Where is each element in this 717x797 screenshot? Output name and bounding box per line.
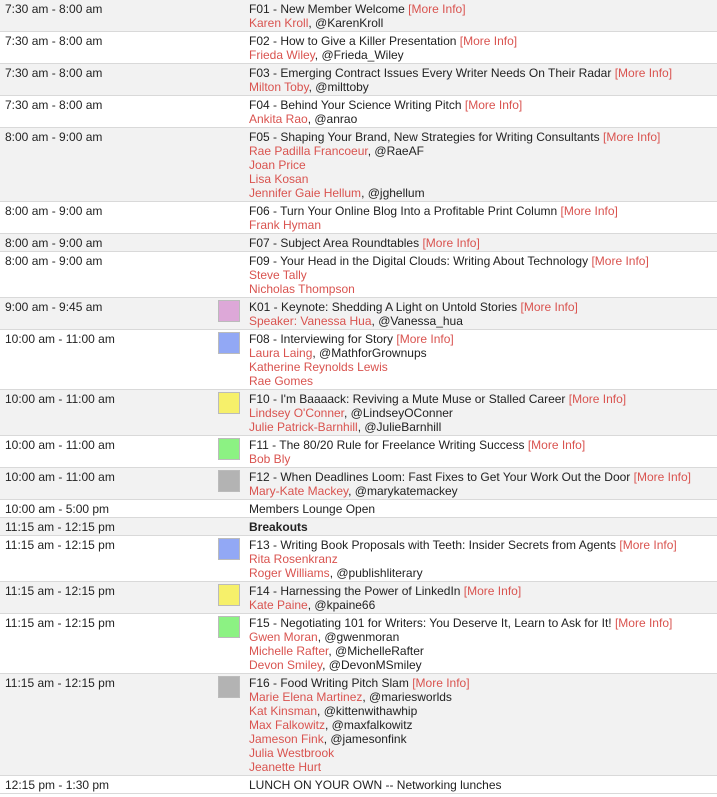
session-title-line <box>249 676 717 690</box>
session-details <box>246 234 717 251</box>
speaker-handle: , @milttoby <box>308 80 369 94</box>
speaker-name-link[interactable]: Lisa Kosan <box>249 172 309 186</box>
speaker-name-link[interactable]: Speaker: Vanessa Hua <box>249 314 372 328</box>
table-row <box>0 234 717 252</box>
speaker-line <box>249 760 717 774</box>
session-title-line <box>249 254 717 268</box>
table-row <box>0 128 717 202</box>
speaker-handle: , @RaeAF <box>367 144 424 158</box>
speaker-handle: , @Vanessa_hua <box>371 314 463 328</box>
session-time: 11:15 am - 12:15 pm <box>5 520 115 534</box>
session-time: 11:15 am - 12:15 pm <box>5 676 115 690</box>
session-time: 7:30 am - 8:00 am <box>5 66 103 80</box>
session-time: 10:00 am - 11:00 am <box>5 438 115 452</box>
speaker-name-link[interactable]: Jameson Fink <box>249 732 324 746</box>
speaker-name-link[interactable]: Frank Hyman <box>249 218 322 232</box>
more-info-link[interactable]: [More Info] <box>464 98 523 112</box>
speaker-handle: , @kpaine66 <box>307 598 376 612</box>
speaker-name-link[interactable]: Max Falkowitz <box>249 718 326 732</box>
session-time: 11:15 am - 12:15 pm <box>5 538 115 552</box>
more-info-link[interactable]: [More Info] <box>560 204 618 218</box>
session-title-line <box>249 66 717 80</box>
speaker-handle: , @jamesonfink <box>323 732 407 746</box>
speaker-line <box>249 172 717 186</box>
speaker-name-link[interactable]: Devon Smiley <box>249 658 323 672</box>
speaker-line <box>249 80 717 94</box>
track-swatch-cell <box>218 128 246 201</box>
track-swatch-cell <box>218 202 246 233</box>
session-title-line <box>249 204 717 218</box>
track-swatch-cell <box>218 32 246 63</box>
table-row <box>0 0 717 32</box>
session-time: 11:15 am - 12:15 pm <box>5 584 115 598</box>
session-title-line <box>249 616 717 630</box>
more-info-link[interactable]: [More Info] <box>408 2 466 16</box>
speaker-handle: , @LindseyOConner <box>344 406 453 420</box>
session-title: LUNCH ON YOUR OWN -- Networking lunches <box>249 778 502 792</box>
speaker-handle: , @JulieBarnhill <box>357 420 442 434</box>
session-details <box>246 436 717 467</box>
track-swatch-cell <box>218 468 246 499</box>
session-time: 10:00 am - 11:00 am <box>5 470 115 484</box>
track-color-swatch <box>218 676 240 698</box>
speaker-line <box>249 732 717 746</box>
speaker-name-link[interactable]: Lindsey O'Conner <box>249 406 345 420</box>
table-row <box>0 614 717 674</box>
speaker-name-link[interactable]: Gwen Moran <box>249 630 318 644</box>
session-title-line <box>249 130 717 144</box>
speaker-name-link[interactable]: Kate Paine <box>249 598 308 612</box>
session-time: 9:00 am - 9:45 am <box>5 300 103 314</box>
more-info-link[interactable]: [More Info] <box>527 438 586 452</box>
more-info-link[interactable]: [More Info] <box>463 584 522 598</box>
more-info-link[interactable]: [More Info] <box>568 392 627 406</box>
track-swatch-cell <box>218 64 246 95</box>
speaker-name-link[interactable]: Frieda Wiley <box>249 48 315 62</box>
session-time: 10:00 am - 11:00 am <box>5 392 115 406</box>
speaker-line <box>249 452 717 466</box>
session-title: F03 - Emerging Contract Issues Every Writer Needs On Their Radar <box>249 66 612 80</box>
speaker-name-link[interactable]: Marie Elena Martinez <box>249 690 363 704</box>
speaker-name-link[interactable]: Bob Bly <box>249 452 291 466</box>
session-title: F04 - Behind Your Science Writing Pitch <box>249 98 462 112</box>
session-details <box>246 0 717 31</box>
session-details <box>246 202 717 233</box>
speaker-handle: , @MichelleRafter <box>328 644 424 658</box>
speaker-handle: , @publishliterary <box>329 566 423 580</box>
table-row <box>0 536 717 582</box>
track-swatch-cell <box>218 776 246 793</box>
session-time: 8:00 am - 9:00 am <box>5 204 103 218</box>
speaker-handle: , @kittenwithawhip <box>317 704 418 718</box>
speaker-name-link[interactable]: Julie Patrick-Barnhill <box>249 420 358 434</box>
session-time: 8:00 am - 9:00 am <box>5 236 103 250</box>
speaker-name-link[interactable]: Milton Toby <box>249 80 309 94</box>
speaker-handle: , @marykatemackey <box>348 484 458 498</box>
session-title: F10 - I'm Baaaack: Reviving a Mute Muse or Stalled Career <box>249 392 566 406</box>
session-time: 10:00 am - 11:00 am <box>5 332 115 346</box>
speaker-name-link[interactable]: Laura Laing <box>249 346 313 360</box>
session-details <box>246 614 717 673</box>
session-title: K01 - Keynote: Shedding A Light on Untold Stories <box>249 300 518 314</box>
session-title: F14 - Harnessing the Power of LinkedIn <box>249 584 461 598</box>
speaker-name-link[interactable]: Jeanette Hurt <box>249 760 322 774</box>
track-color-swatch <box>218 584 240 606</box>
session-time: 11:15 am - 12:15 pm <box>5 616 115 630</box>
speaker-line <box>249 48 717 62</box>
speaker-handle: , @MathforGrownups <box>312 346 427 360</box>
track-color-swatch <box>218 438 240 460</box>
speaker-name-link[interactable]: Joan Price <box>249 158 306 172</box>
session-title-line <box>249 34 717 48</box>
more-info-link[interactable]: [More Info] <box>614 616 673 630</box>
speaker-name-link[interactable]: Michelle Rafter <box>249 644 329 658</box>
session-details <box>246 468 717 499</box>
session-details <box>246 298 717 329</box>
speaker-line <box>249 144 717 158</box>
speaker-name-link[interactable]: Nicholas Thompson <box>249 282 355 296</box>
speaker-line <box>249 360 717 374</box>
session-time: 7:30 am - 8:00 am <box>5 34 103 48</box>
speaker-line <box>249 718 717 732</box>
session-title-line <box>249 392 717 406</box>
session-details <box>246 128 717 201</box>
session-details <box>246 96 717 127</box>
more-info-link[interactable]: [More Info] <box>412 676 470 690</box>
speaker-handle: , @anrao <box>307 112 358 126</box>
session-details <box>246 390 717 435</box>
session-title: F06 - Turn Your Online Blog Into a Profitable Print Column <box>249 204 558 218</box>
table-row <box>0 32 717 64</box>
session-title: F11 - The 80/20 Rule for Freelance Writing Success <box>249 438 525 452</box>
session-title-line <box>249 236 717 250</box>
session-title: F07 - Subject Area Roundtables <box>249 236 420 250</box>
track-color-swatch <box>218 300 240 322</box>
more-info-link[interactable]: [More Info] <box>422 236 480 250</box>
track-swatch-cell <box>218 252 246 297</box>
more-info-link[interactable]: [More Info] <box>614 66 673 80</box>
speaker-handle: , @KarenKroll <box>308 16 384 30</box>
track-color-swatch <box>218 616 240 638</box>
table-row <box>0 776 717 794</box>
session-details <box>246 330 717 389</box>
table-row <box>0 252 717 298</box>
session-title: Breakouts <box>249 520 308 534</box>
more-info-link[interactable]: [More Info] <box>602 130 661 144</box>
speaker-line <box>249 704 717 718</box>
speaker-name-link[interactable]: Jennifer Gaie Hellum <box>249 186 362 200</box>
session-time: 8:00 am - 9:00 am <box>5 130 103 144</box>
track-swatch-cell <box>218 330 246 389</box>
session-details <box>246 252 717 297</box>
session-details <box>246 500 717 517</box>
speaker-line <box>249 186 717 200</box>
speaker-name-link[interactable]: Roger Williams <box>249 566 330 580</box>
session-details <box>246 32 717 63</box>
speaker-handle: , @DevonMSmiley <box>322 658 422 672</box>
speaker-line <box>249 218 717 232</box>
speaker-name-link[interactable]: Karen Kroll <box>249 16 309 30</box>
speaker-line <box>249 644 717 658</box>
speaker-handle: , @gwenmoran <box>317 630 400 644</box>
track-swatch-cell <box>218 674 246 775</box>
table-row <box>0 96 717 128</box>
table-row <box>0 582 717 614</box>
session-time: 8:00 am - 9:00 am <box>5 254 103 268</box>
speaker-line <box>249 374 717 388</box>
session-title-line <box>249 2 717 16</box>
speaker-line <box>249 112 717 126</box>
speaker-line <box>249 16 717 30</box>
session-details <box>246 64 717 95</box>
track-color-swatch <box>218 392 240 414</box>
session-title: F05 - Shaping Your Brand, New Strategies for Writing Consultants <box>249 130 600 144</box>
session-title: Members Lounge Open <box>249 502 376 516</box>
speaker-line <box>249 282 717 296</box>
more-info-link[interactable]: [More Info] <box>520 300 578 314</box>
speaker-line <box>249 690 717 704</box>
speaker-name-link[interactable]: Rae Padilla Francoeur <box>249 144 368 158</box>
session-title: F12 - When Deadlines Loom: Fast Fixes to Get Your Work Out the Door <box>249 470 631 484</box>
track-swatch-cell <box>218 500 246 517</box>
speaker-handle: , @mariesworlds <box>362 690 452 704</box>
track-swatch-cell <box>218 234 246 251</box>
session-details <box>246 582 717 613</box>
speaker-name-link[interactable]: Mary-Kate Mackey <box>249 484 349 498</box>
session-title: F01 - New Member Welcome <box>249 2 405 16</box>
speaker-line <box>249 346 717 360</box>
session-title-line <box>249 300 717 314</box>
speaker-line <box>249 406 717 420</box>
track-swatch-cell <box>218 0 246 31</box>
more-info-link[interactable]: [More Info] <box>459 34 518 48</box>
table-row <box>0 330 717 390</box>
speaker-line <box>249 314 717 328</box>
table-row <box>0 64 717 96</box>
session-title: F15 - Negotiating 101 for Writers: You Deserve It, Learn to Ask for It! <box>249 616 612 630</box>
speaker-name-link[interactable]: Rita Rosenkranz <box>249 552 338 566</box>
track-swatch-cell <box>218 518 246 535</box>
speaker-line <box>249 484 717 498</box>
speaker-line <box>249 158 717 172</box>
track-swatch-cell <box>218 390 246 435</box>
speaker-name-link[interactable]: Julia Westbrook <box>249 746 335 760</box>
session-title: F16 - Food Writing Pitch Slam <box>249 676 409 690</box>
session-title-line <box>249 438 717 452</box>
session-title-line <box>249 98 717 112</box>
track-swatch-cell <box>218 582 246 613</box>
speaker-handle: , @maxfalkowitz <box>325 718 413 732</box>
more-info-link[interactable]: [More Info] <box>619 538 677 552</box>
speaker-handle: , @jghellum <box>361 186 425 200</box>
table-row <box>0 298 717 330</box>
session-details <box>246 518 717 535</box>
session-title-line <box>249 332 717 346</box>
session-details <box>246 674 717 775</box>
table-row <box>0 468 717 500</box>
session-time: 12:15 pm - 1:30 pm <box>5 778 110 792</box>
session-title: F13 - Writing Book Proposals with Teeth: Insider Secrets from Agents <box>249 538 617 552</box>
session-title: F08 - Interviewing for Story <box>249 332 394 346</box>
table-row <box>0 518 717 536</box>
speaker-name-link[interactable]: Steve Tally <box>249 268 307 282</box>
speaker-line <box>249 566 717 580</box>
session-details <box>246 536 717 581</box>
session-title-line <box>249 538 717 552</box>
table-row <box>0 202 717 234</box>
more-info-link[interactable]: [More Info] <box>633 470 691 484</box>
speaker-line <box>249 420 717 434</box>
session-title: F02 - How to Give a Killer Presentation <box>249 34 457 48</box>
speaker-name-link[interactable]: Kat Kinsman <box>249 704 318 718</box>
table-row <box>0 674 717 776</box>
session-time: 10:00 am - 5:00 pm <box>5 502 110 516</box>
speaker-handle: , @Frieda_Wiley <box>314 48 404 62</box>
speaker-line <box>249 268 717 282</box>
speaker-line <box>249 658 717 672</box>
track-color-swatch <box>218 470 240 492</box>
session-title-line <box>249 778 717 792</box>
speaker-line <box>249 552 717 566</box>
session-title-line <box>249 520 717 534</box>
speaker-line <box>249 598 717 612</box>
table-row <box>0 500 717 518</box>
speaker-name-link[interactable]: Katherine Reynolds Lewis <box>249 360 388 374</box>
table-row <box>0 390 717 436</box>
speaker-name-link[interactable]: Ankita Rao <box>249 112 308 126</box>
table-row <box>0 436 717 468</box>
session-title-line <box>249 470 717 484</box>
speaker-name-link[interactable]: Rae Gomes <box>249 374 314 388</box>
track-swatch-cell <box>218 436 246 467</box>
session-title-line <box>249 502 717 516</box>
track-swatch-cell <box>218 298 246 329</box>
session-time: 7:30 am - 8:00 am <box>5 98 103 112</box>
track-swatch-cell <box>218 614 246 673</box>
session-details <box>246 776 717 793</box>
track-color-swatch <box>218 538 240 560</box>
track-swatch-cell <box>218 96 246 127</box>
session-time: 7:30 am - 8:00 am <box>5 2 103 16</box>
session-title: F09 - Your Head in the Digital Clouds: Writing About Technology <box>249 254 589 268</box>
track-swatch-cell <box>218 536 246 581</box>
session-title-line <box>249 584 717 598</box>
more-info-link[interactable]: [More Info] <box>591 254 649 268</box>
more-info-link[interactable]: [More Info] <box>396 332 454 346</box>
track-color-swatch <box>218 332 240 354</box>
speaker-line <box>249 630 717 644</box>
speaker-line <box>249 746 717 760</box>
